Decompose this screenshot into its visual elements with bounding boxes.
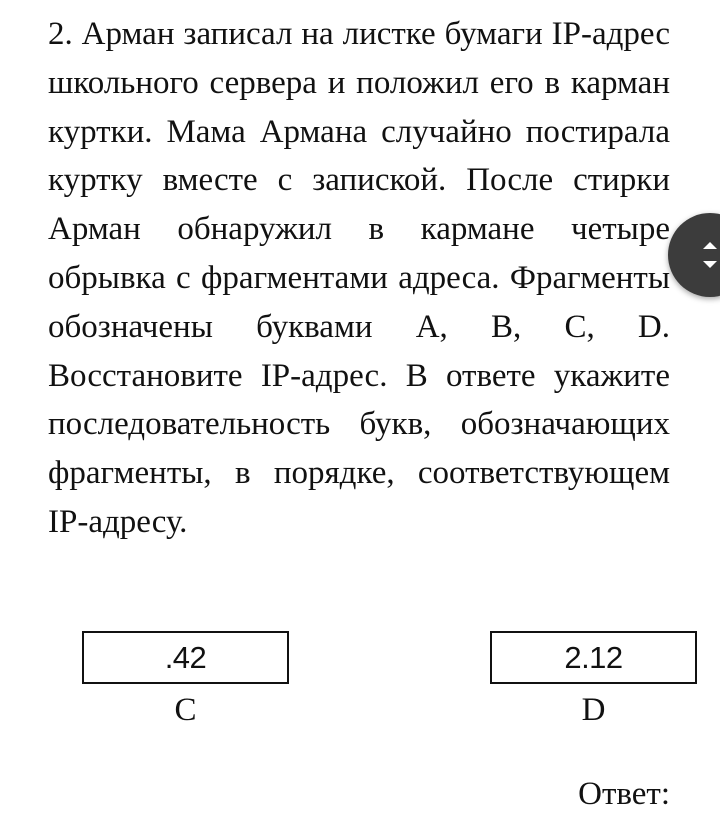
- fragment-c: [82, 631, 289, 730]
- fragment-d-letter: D: [581, 692, 606, 728]
- answer-label: Ответ:: [578, 776, 670, 812]
- fragment-c-box: .42: [82, 631, 289, 684]
- fragment-c-letter: C: [174, 692, 197, 728]
- fragment-d-box: 2.12: [490, 631, 697, 684]
- scroll-button[interactable]: [668, 213, 720, 297]
- fragment-d: [490, 631, 697, 730]
- problem-text: 2. Арман записал на листке бумаги IP-адрес школьного сервера и положил его в карман куртки. Мама Армана случайно постирала куртку вместе с запиской. После стирки Арман обнаружил в кармане четыре обрывка с фрагментами адреса. Фрагменты обозначены буквами A, B, C, D. Восстановите IP-адрес. В ответе укажите последовательность букв, обозначающих фрагменты, в порядке, соответствующем IP-адресу.: [48, 16, 670, 540]
- scroll-up-down-icon: [692, 237, 720, 273]
